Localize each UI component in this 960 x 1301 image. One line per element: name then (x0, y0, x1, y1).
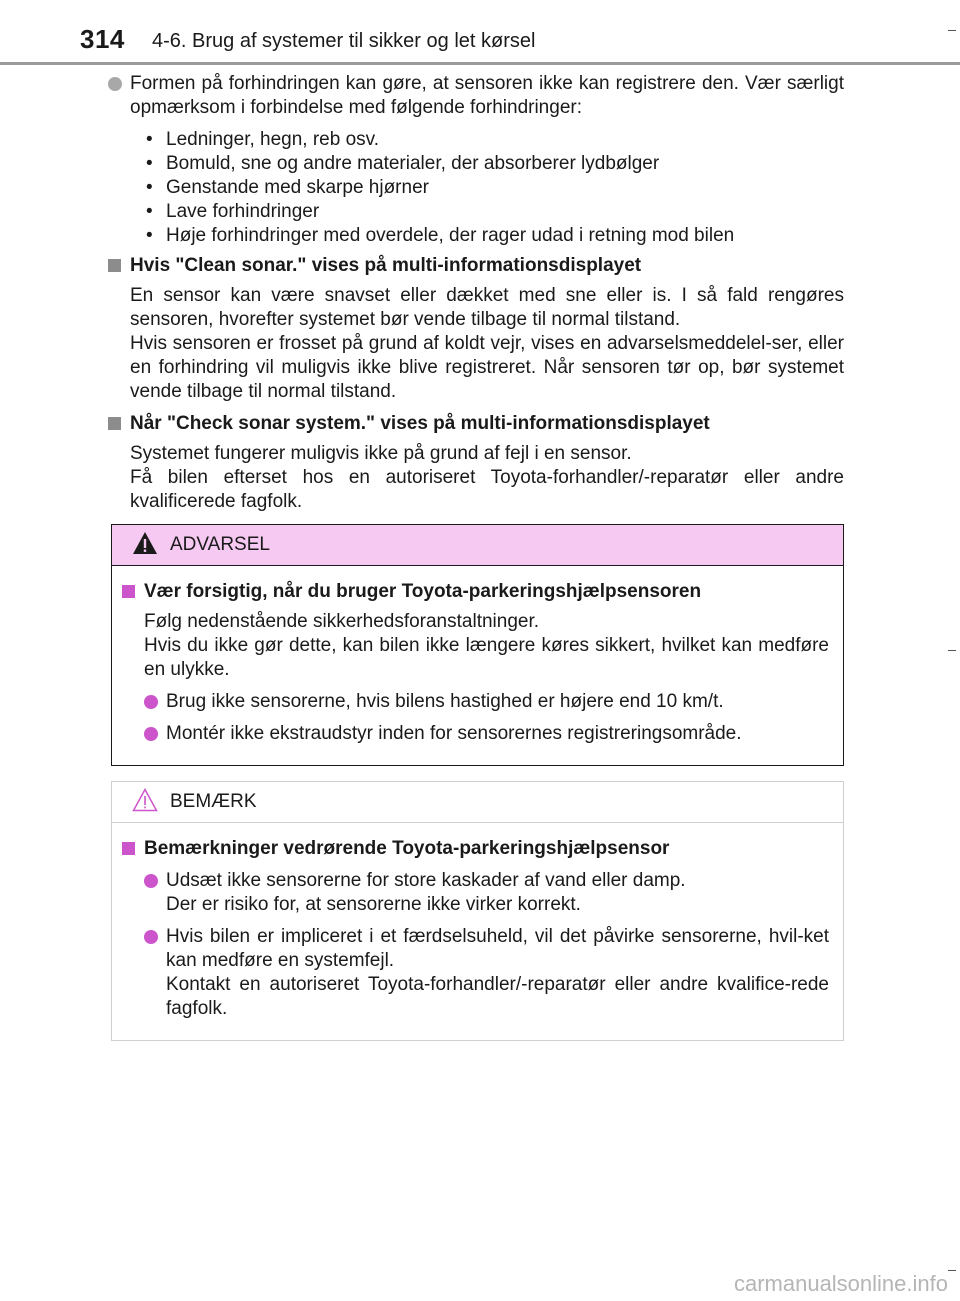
check-sonar-text: Systemet fungerer muligvis ikke på grund af fejl i en sensor. Få bilen efterset hos en autoriseret Toyota-forhandler/-reparatør eller andre kvalificerede fagfolk. (130, 443, 844, 512)
list-item: • Bomuld, sne og andre materialer, der absorberer lydbølger (146, 152, 844, 176)
notice-item: Hvis bilen er impliceret i et færdselsuheld, vil det påvirke sensorerne, hvil-ket kan medføre en systemfejl. Kontakt en autoriseret Toyota-forhandler/-reparatør eller andre kvalifice-rede fagfolk. (144, 925, 829, 1021)
list-item: • Høje forhindringer med overdele, der rager udad i retning mod bilen (146, 224, 844, 248)
obstacle-list (108, 128, 844, 248)
bullet-dot-icon (144, 695, 158, 709)
watermark: carmanualsonline.info (733, 1271, 948, 1296)
bullet-dot-icon (144, 930, 158, 944)
list-item: • Ledninger, hegn, reb osv. (146, 128, 844, 152)
warning-text: Følg nedenstående sikkerhedsforanstaltninger. Hvis du ikke gør dette, kan bilen ikke længere køres sikkert, hvilket kan medføre en ulykke. (144, 611, 829, 680)
warning-body (112, 566, 843, 756)
caution-triangle-icon (132, 788, 158, 812)
bullet-dot-icon (144, 874, 158, 888)
list-item: • Genstande med skarpe hjørner (146, 176, 844, 200)
crop-mark (948, 30, 956, 31)
bullet-dot-icon (144, 727, 158, 741)
check-sonar-heading: Når "Check sonar system." vises på multi-informationsdisplayet (108, 412, 844, 436)
page-header (0, 0, 960, 66)
square-bullet-icon (108, 417, 121, 430)
page-number: 314 (80, 24, 125, 54)
warning-item: Montér ikke ekstraudstyr inden for sensorernes registreringsområde. (144, 722, 829, 746)
header-rule (0, 62, 960, 65)
intro-paragraph: Formen på forhindringen kan gøre, at sensoren ikke kan registrere den. Vær særligt opmærksom i forbindelse med følgende forhindringer: (108, 72, 844, 120)
notice-box (111, 781, 844, 1041)
notice-label: BEMÆRK (170, 791, 257, 812)
bullet-dot-icon (108, 77, 122, 91)
square-bullet-icon (108, 259, 121, 272)
notice-item: Udsæt ikke sensorerne for store kaskader af vand eller damp. Der er risiko for, at sensorerne ikke virker korrekt. (144, 869, 829, 917)
warning-header (112, 525, 843, 566)
crop-mark (948, 1270, 956, 1271)
list-item: • Lave forhindringer (146, 200, 844, 224)
crop-mark (948, 650, 956, 651)
clean-sonar-heading: Hvis "Clean sonar." vises på multi-informationsdisplayet (108, 254, 844, 278)
main-content (108, 72, 844, 514)
warning-item: Brug ikke sensorerne, hvis bilens hastighed er højere end 10 km/t. (144, 690, 829, 714)
warning-triangle-icon (132, 531, 158, 555)
square-bullet-icon (122, 842, 135, 855)
notice-heading: Bemærkninger vedrørende Toyota-parkeringshjælpsensor (122, 837, 829, 861)
square-bullet-icon (122, 585, 135, 598)
warning-box (111, 524, 844, 766)
notice-body (112, 823, 843, 1031)
warning-label: ADVARSEL (170, 534, 270, 555)
section-title: 4-6. Brug af systemer til sikker og let kørsel (152, 30, 536, 52)
warning-heading: Vær forsigtig, når du bruger Toyota-parkeringshjælpsensoren (122, 580, 829, 604)
clean-sonar-text: En sensor kan være snavset eller dækket med sne eller is. I så fald rengøres sensoren, hvorefter systemet bør vende tilbage til normal tilstand. Hvis sensoren er frosset på grund af koldt vejr, vises en advarselsmeddelel-ser, eller en forhindring vil muligvis ikke blive registreret. Når sensoren tør op, bør systemet vende tilbage til normal tilstand. (130, 285, 844, 402)
notice-header (112, 782, 843, 823)
